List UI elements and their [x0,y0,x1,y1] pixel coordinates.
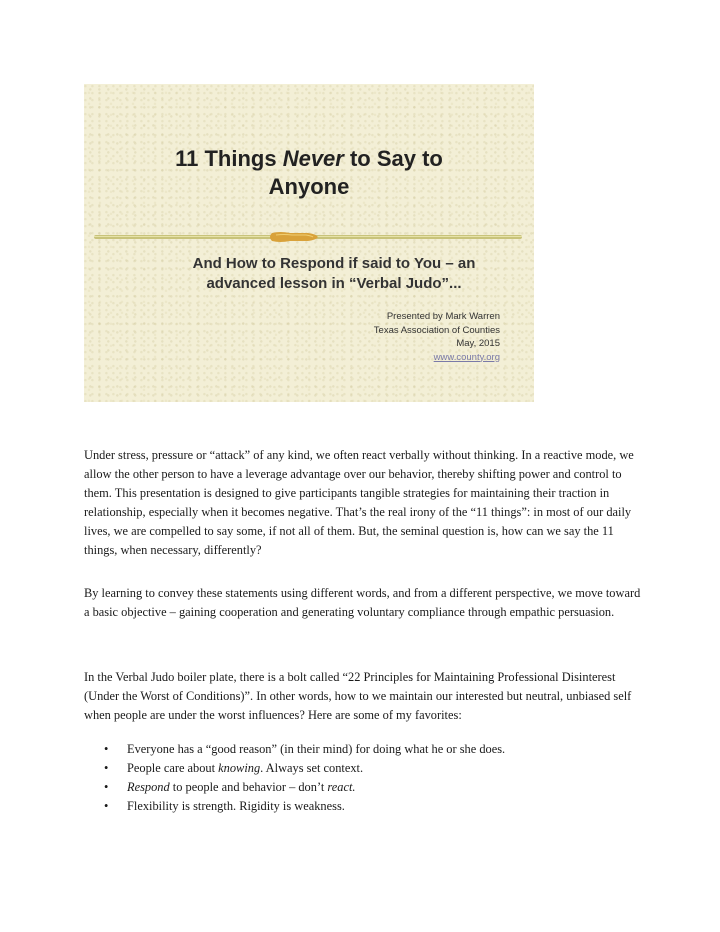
subtitle-line-2: advanced lesson in “Verbal Judo”... [206,275,462,292]
list-item-emphasis: react. [327,780,356,794]
organization-name: Texas Association of Counties [373,324,500,336]
subtitle-line-1: And How to Respond if said to You – an [192,255,476,272]
objective-paragraph: By learning to convey these statements using different words, and from a different perspective, we move toward a basic objective – gaining cooperation and generating voluntary compliance through empathic persuasion. [84,586,641,619]
list-item-text: . Always set context. [260,761,364,775]
title-text-2: to Say to [343,146,443,171]
scroll-divider-graphic [94,232,522,242]
list-item [104,740,644,759]
list-item-text: to people and behavior – don’t [169,780,328,794]
presentation-date: May, 2015 [456,338,500,349]
favorites-list [104,740,644,816]
slide-image [84,84,534,402]
title-line-2: Anyone [268,174,350,199]
slide-subtitle [154,254,514,294]
list-item-text: Everyone has a “good reason” (in their mind) for doing what he or she does. [127,742,506,756]
bullet-icon: • [104,780,109,794]
presenter-name: Presented by Mark Warren [386,311,500,322]
list-item [104,778,644,797]
slide-credits [374,310,500,364]
list-item-text: People care about [127,761,219,775]
bullet-icon: • [104,799,109,813]
list-item-text: Flexibility is strength. Rigidity is weakness. [127,799,345,813]
principles-paragraph: In the Verbal Judo boiler plate, there is a bolt called “22 Principles for Maintaining Professional Disinterest (Under the Worst of Conditions)”. In other words, how to we maintain our interested but neutral, unbiased self when people are under the worst influences? Here are some of my favorites: [84,670,632,722]
title-text: 11 Things [175,146,283,171]
bullet-icon: • [104,761,109,775]
list-item-emphasis: Respond [127,780,170,794]
website-link[interactable]: www.county.org [433,351,500,363]
slide-title [84,145,534,201]
list-item [104,759,644,778]
intro-paragraph: Under stress, pressure or “attack” of any kind, we often react verbally without thinking. In a reactive mode, we allow the other person to have a leverage advantage over our behavior, thereby shifting power and control to them. This presentation is designed to give participants tangible strategies for maintaining their traction in relationship, especially when it becomes negative. That’s the real irony of the “11 things”: in most of our daily lives, we are compelled to say some, if not all of them. But, the seminal question is, how can we say the 11 things, when necessary, differently? [84,448,634,557]
list-item [104,797,644,816]
title-emphasis: Never [282,146,344,171]
list-item-emphasis: knowing [218,761,261,775]
bullet-icon: • [104,742,109,756]
